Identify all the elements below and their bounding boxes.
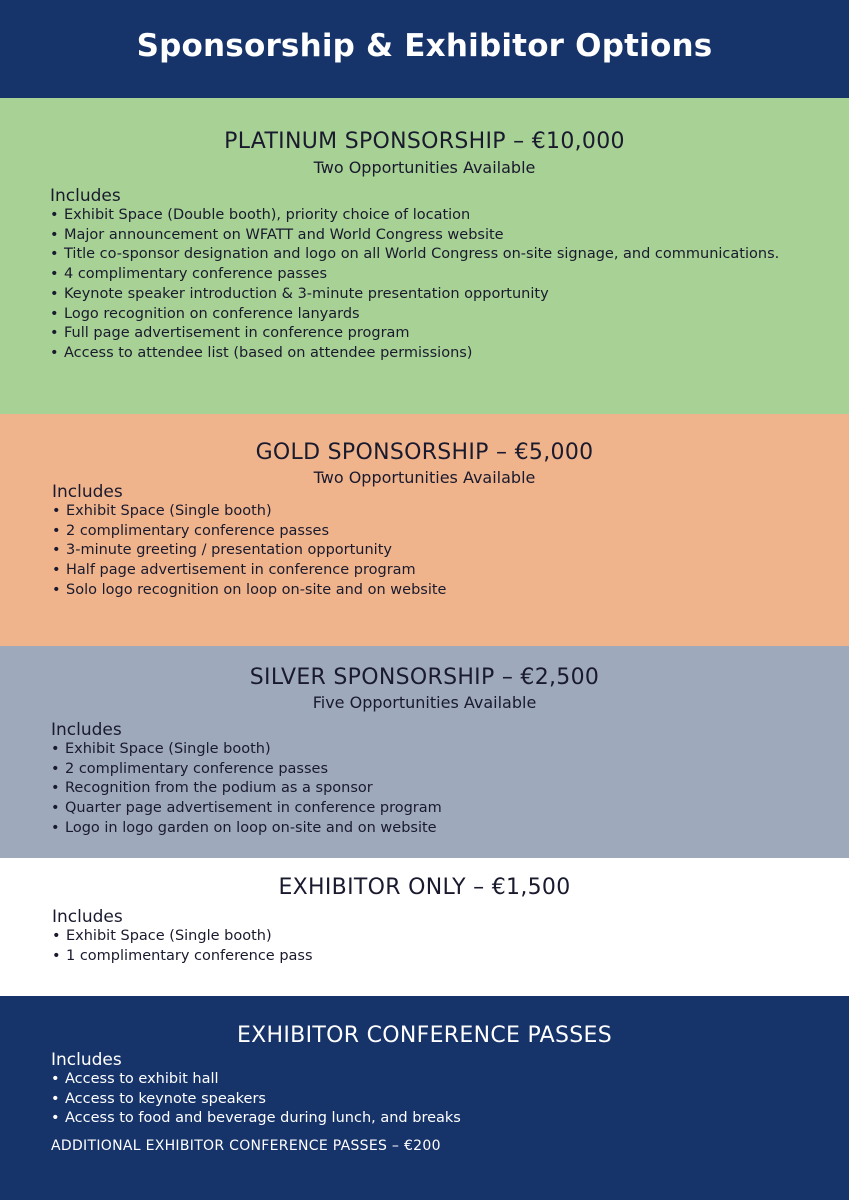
- silver-section: [0, 646, 849, 858]
- platinum-title: PLATINUM SPONSORSHIP – €10,000: [224, 129, 625, 154]
- platinum-subtitle: Two Opportunities Available: [313, 158, 536, 177]
- exhibitor-benefits-list: [52, 927, 798, 966]
- gold-benefits-list: [52, 502, 798, 601]
- exhibitor-includes-label: Includes: [52, 907, 123, 927]
- passes-includes-label: Includes: [51, 1050, 122, 1070]
- list-item: • Solo logo recognition on loop on-site and on website: [52, 581, 798, 601]
- list-item: • Major announcement on WFATT and World Congress website: [50, 226, 798, 246]
- list-item: • Quarter page advertisement in conference program: [51, 799, 797, 819]
- passes-title: EXHIBITOR CONFERENCE PASSES: [236, 1023, 612, 1048]
- gold-subtitle: Two Opportunities Available: [313, 468, 536, 487]
- list-item: • Access to exhibit hall: [51, 1070, 797, 1090]
- list-item: • 4 complimentary conference passes: [50, 265, 798, 285]
- silver-includes-label: Includes: [51, 720, 122, 740]
- list-item: • 3-minute greeting / presentation opportunity: [52, 541, 798, 561]
- list-item: • Title co-sponsor designation and logo on all World Congress on-site signage, and communications.: [50, 245, 798, 265]
- passes-benefits-list: [51, 1070, 797, 1129]
- list-item: • Recognition from the podium as a sponsor: [51, 779, 797, 799]
- list-item: • 2 complimentary conference passes: [52, 522, 798, 542]
- silver-subtitle: Five Opportunities Available: [312, 693, 537, 712]
- exhibitor-section: [0, 858, 849, 996]
- exhibitor-title: EXHIBITOR ONLY – €1,500: [278, 875, 571, 900]
- gold-includes-label: Includes: [52, 482, 123, 502]
- list-item: • Exhibit Space (Single booth): [52, 927, 798, 947]
- page-title: Sponsorship & Exhibitor Options: [136, 28, 713, 64]
- additional-passes-price: ADDITIONAL EXHIBITOR CONFERENCE PASSES – €200: [51, 1138, 441, 1154]
- gold-section: [0, 414, 849, 646]
- passes-section: [0, 996, 849, 1200]
- platinum-benefits-list: [50, 206, 798, 364]
- list-item: • 1 complimentary conference pass: [52, 947, 798, 967]
- silver-benefits-list: [51, 740, 797, 839]
- list-item: • Keynote speaker introduction & 3-minute presentation opportunity: [50, 285, 798, 305]
- platinum-section: [0, 98, 849, 414]
- page-header: [0, 0, 849, 98]
- list-item: • Logo in logo garden on loop on-site and on website: [51, 819, 797, 839]
- list-item: • Logo recognition on conference lanyards: [50, 305, 798, 325]
- gold-title: GOLD SPONSORSHIP – €5,000: [255, 440, 594, 465]
- platinum-includes-label: Includes: [50, 186, 121, 206]
- list-item: • Access to keynote speakers: [51, 1090, 797, 1110]
- list-item: • Exhibit Space (Double booth), priority choice of location: [50, 206, 798, 226]
- list-item: • Exhibit Space (Single booth): [52, 502, 798, 522]
- list-item: • Access to attendee list (based on attendee permissions): [50, 344, 798, 364]
- list-item: • Access to food and beverage during lunch, and breaks: [51, 1109, 797, 1129]
- list-item: • 2 complimentary conference passes: [51, 760, 797, 780]
- list-item: • Half page advertisement in conference program: [52, 561, 798, 581]
- silver-title: SILVER SPONSORSHIP – €2,500: [249, 665, 600, 690]
- list-item: • Full page advertisement in conference program: [50, 324, 798, 344]
- list-item: • Exhibit Space (Single booth): [51, 740, 797, 760]
